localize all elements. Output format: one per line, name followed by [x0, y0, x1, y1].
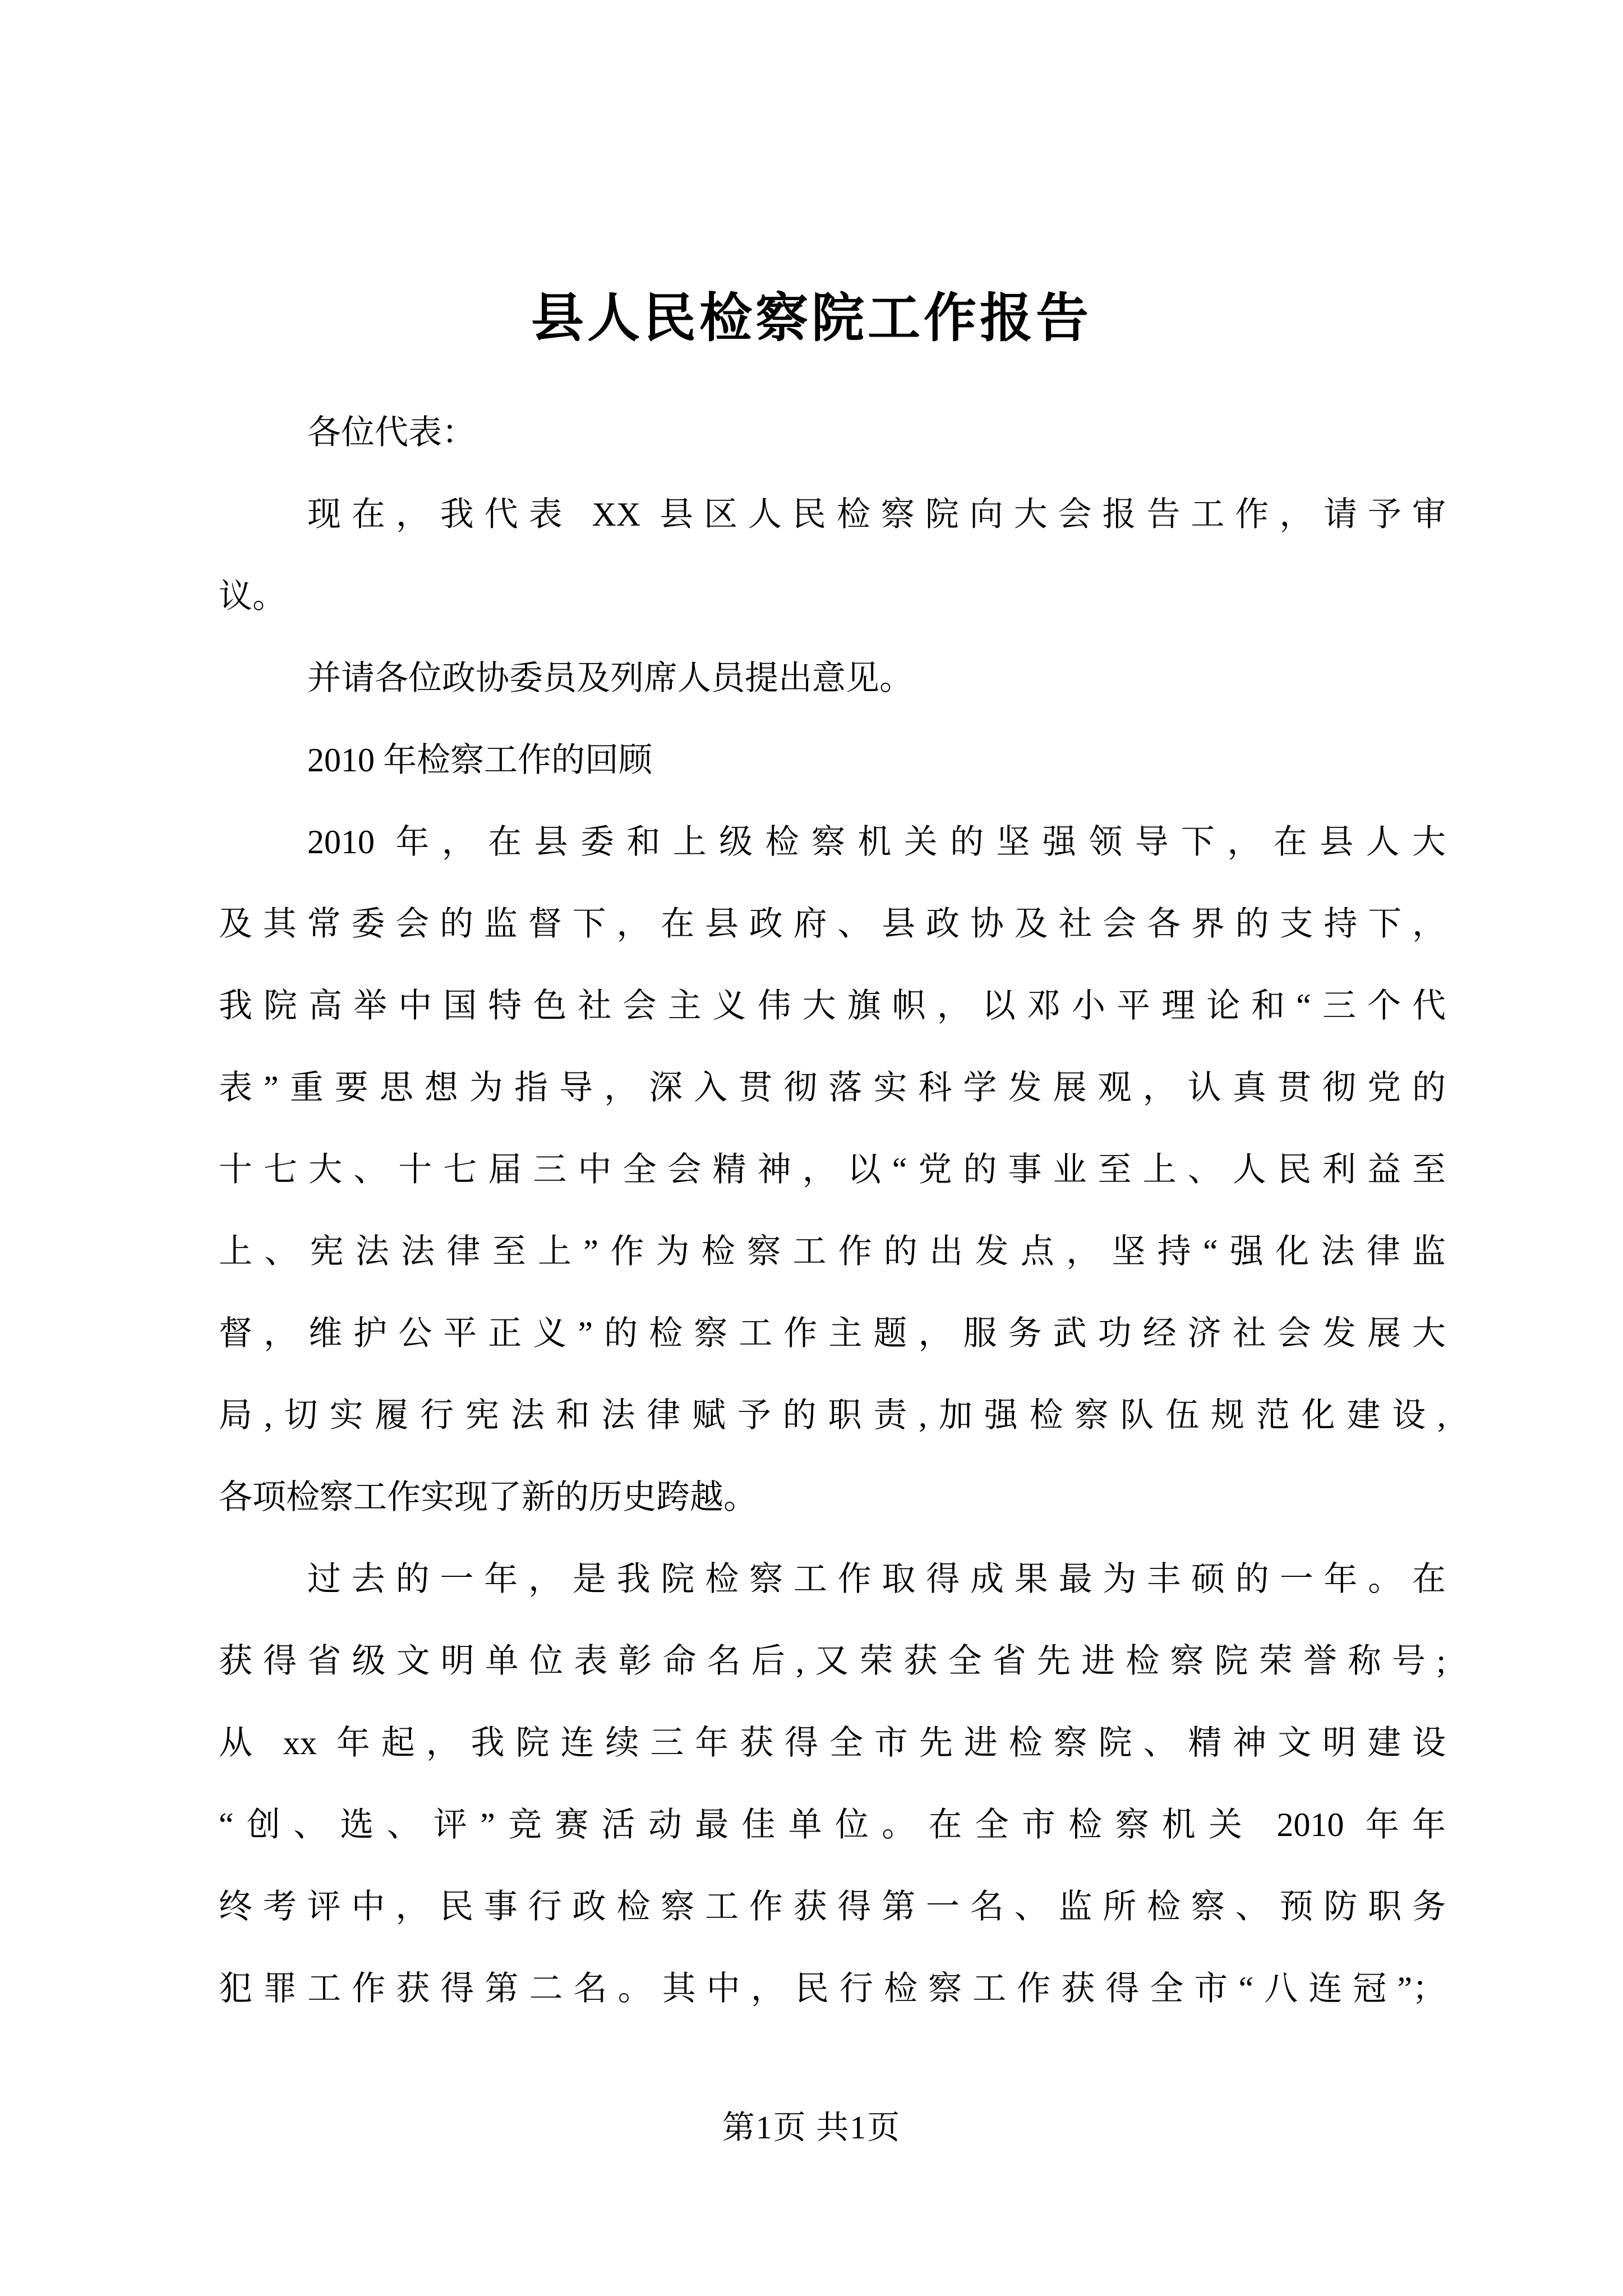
text-line: 上、宪法法律至上”作为检察工作的出发点，坚持“强化法律监: [219, 1233, 1446, 1270]
document-title: 县人民检察院工作报告: [531, 289, 1092, 348]
text-line: 及其常委会的监督下，在县政府、县政协及社会各界的支持下，: [219, 905, 1446, 942]
text-line: 并请各位政协委员及列席人员提出意见。: [307, 660, 913, 697]
text-line: “创、选、评”竞赛活动最佳单位。在全市检察机关 2010 年年: [219, 1806, 1446, 1843]
text-line: 督，维护公平正义”的检察工作主题，服务武功经济社会发展大: [219, 1315, 1446, 1352]
text-line: 表”重要思想为指导，深入贯彻落实科学发展观，认真贯彻党的: [219, 1069, 1446, 1106]
page-footer: 第1页 共1页: [722, 2109, 901, 2146]
text-line: 获得省级文明单位表彰命名后,又荣获全省先进检察院荣誉称号;: [219, 1642, 1446, 1680]
text-line: 犯罪工作获得第二名。其中，民行检察工作获得全市“八连冠”；: [219, 1970, 1446, 2007]
text-line: 现在，我代表 XX 县区人民检察院向大会报告工作，请予审: [307, 496, 1446, 533]
text-line: 议。: [219, 578, 286, 615]
text-line: 终考评中，民事行政检察工作获得第一名、监所检察、预防职务: [219, 1888, 1446, 1925]
text-line: 十七大、十七届三中全会精神，以“党的事业至上、人民利益至: [219, 1151, 1446, 1188]
text-line: 2010 年检察工作的回顾: [307, 742, 652, 779]
text-line: 2010 年，在县委和上级检察机关的坚强领导下，在县人大: [307, 823, 1446, 861]
document-body: [219, 392, 1446, 2030]
text-line: 从 xx 年起，我院连续三年获得全市先进检察院、精神文明建设: [219, 1724, 1446, 1761]
text-line: 各项检察工作实现了新的历史跨越。: [219, 1479, 757, 1516]
text-line: 我院高举中国特色社会主义伟大旗帜，以邓小平理论和“三个代: [219, 987, 1446, 1024]
text-line: 局,切实履行宪法和法律赋予的职责,加强检察队伍规范化建设,: [219, 1397, 1446, 1434]
text-line: 各位代表：: [307, 414, 476, 451]
text-line: 过去的一年，是我院检察工作取得成果最为丰硕的一年。在: [307, 1561, 1446, 1598]
